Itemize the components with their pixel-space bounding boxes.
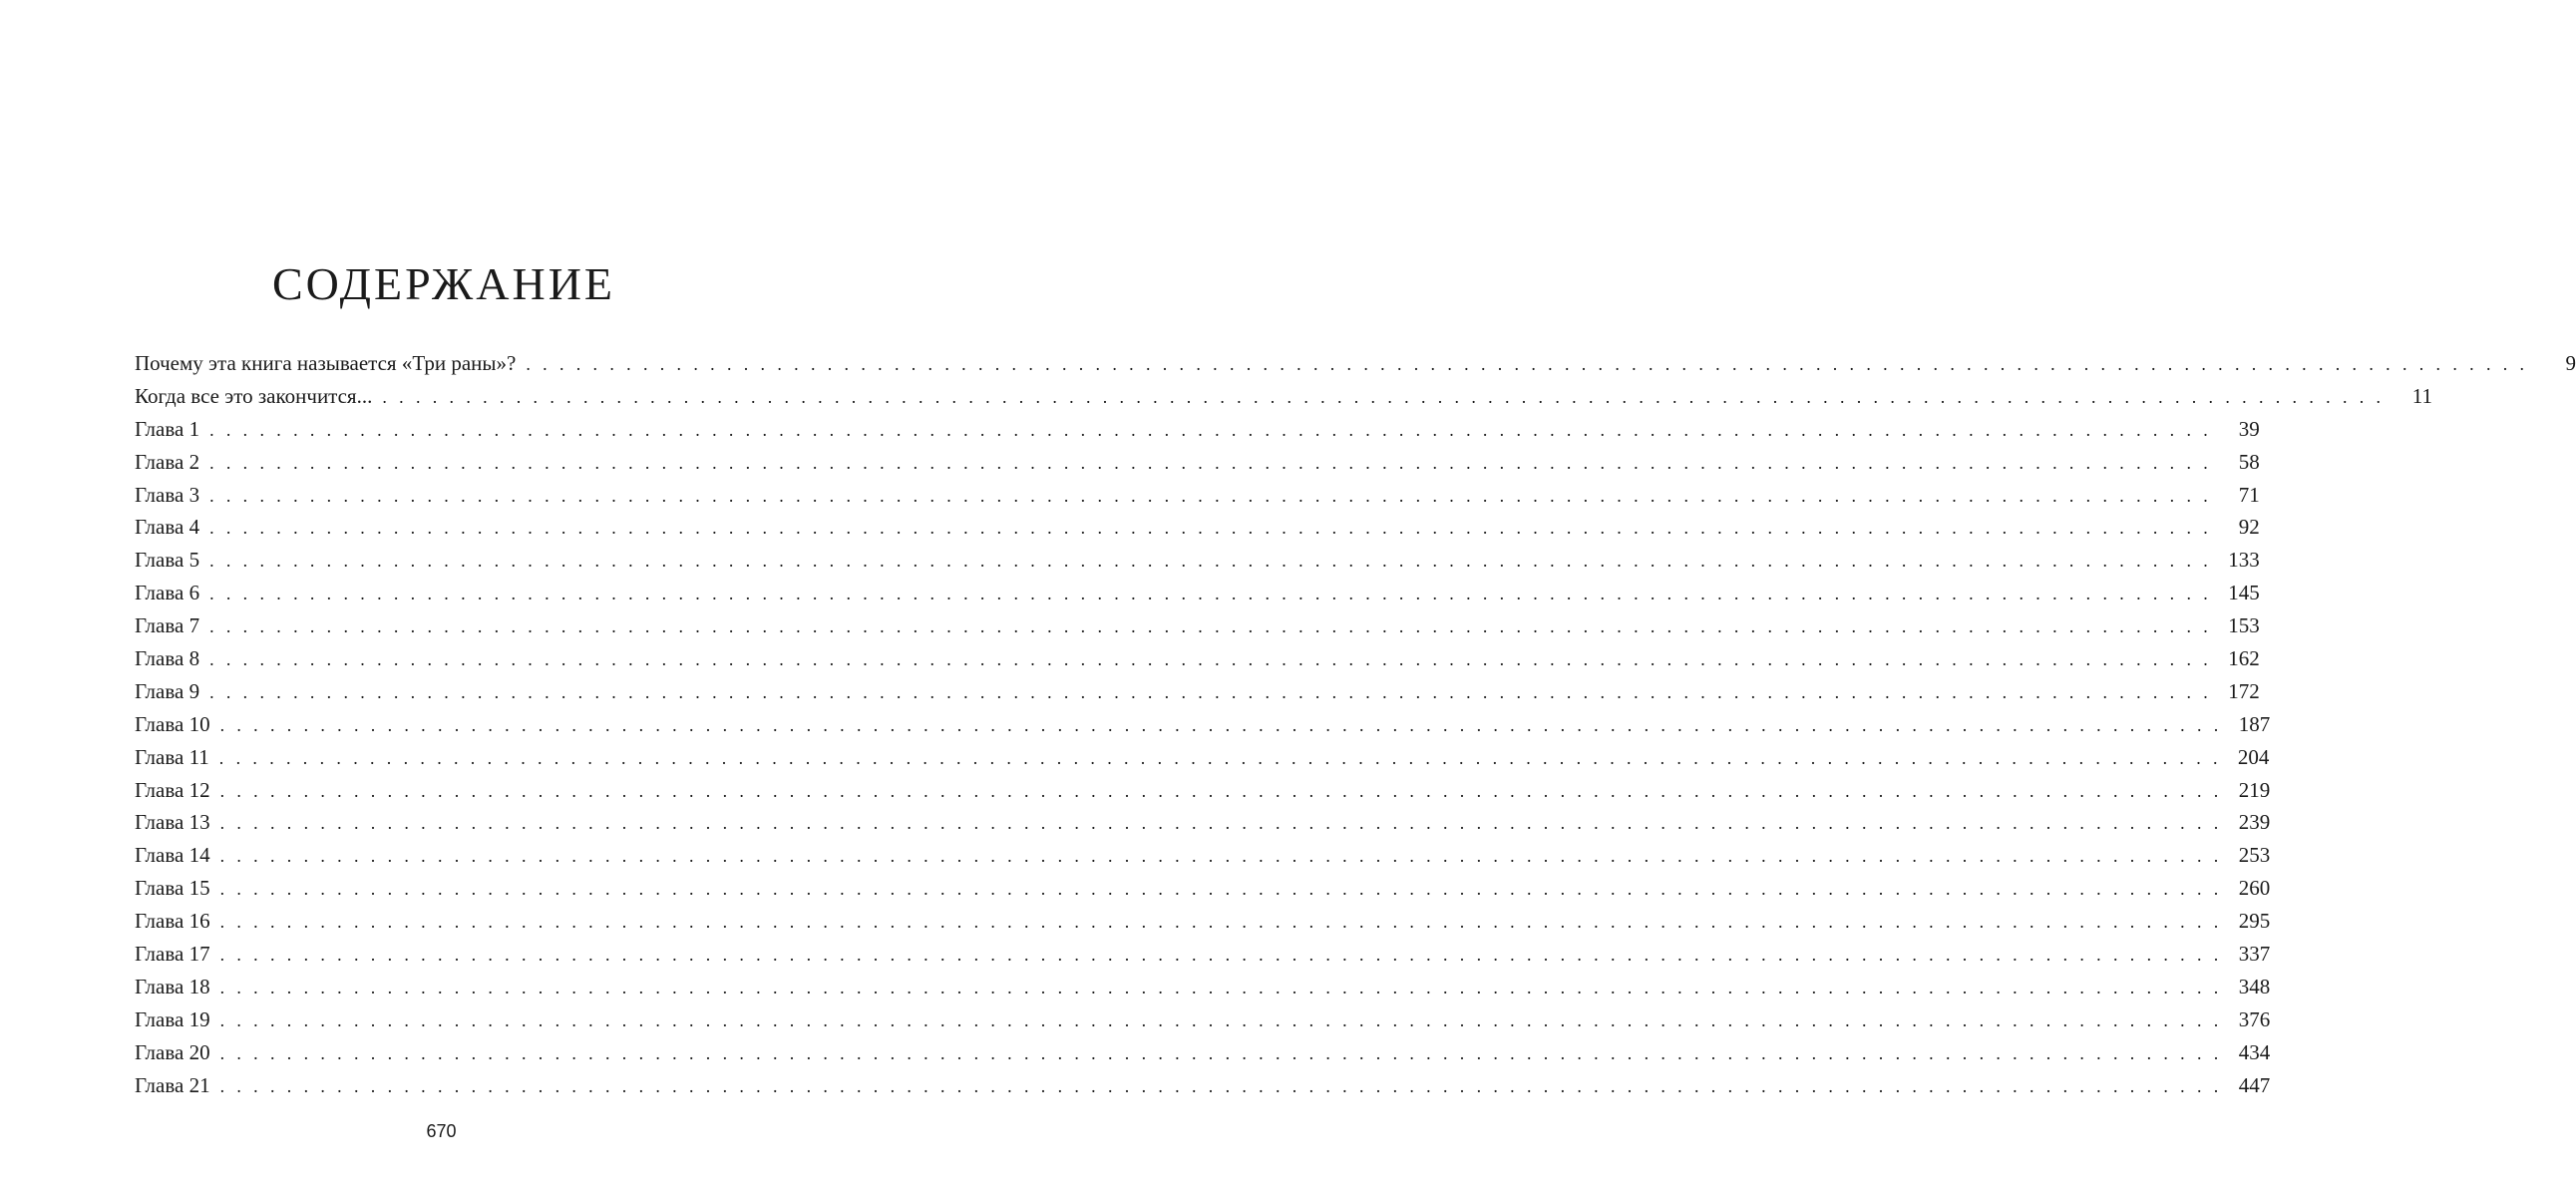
page-title: СОДЕРЖАНИЕ — [271, 258, 616, 309]
toc-dot-leader: . . . . . . . . . . . . . . . . . . . . . . . . . . . . . . . . . . . . . . . . . . . . . . . . . . . . . . . . . . . . . . . . . . . . . . . . . . . . . . . . . . . . . . . . . . . . . . . . . . . . . . . . . . . . . . . . . . . . . . . . — [209, 649, 2212, 670]
toc-entry-title: Глава 2 — [135, 449, 200, 474]
toc-entry-title: Глава 16 — [135, 909, 210, 934]
table-of-contents — [135, 351, 2576, 1105]
toc-entry — [135, 581, 2260, 613]
toc-entry-title: Глава 15 — [135, 876, 210, 901]
toc-entry-page: 11 — [2411, 383, 2432, 408]
toc-entry-title: Глава 8 — [135, 646, 200, 671]
toc-entry-page: 58 — [2238, 449, 2260, 474]
toc-entry-page: 239 — [2238, 810, 2271, 835]
toc-entry-page: 162 — [2228, 646, 2260, 671]
toc-entry-page: 337 — [2238, 942, 2271, 967]
toc-entry — [135, 1006, 2271, 1040]
toc-entry-title: Глава 7 — [135, 613, 200, 638]
toc-dot-leader: . . . . . . . . . . . . . . . . . . . . . . . . . . . . . . . . . . . . . . . . . . . . . . . . . . . . . . . . . . . . . . . . . . . . . . . . . . . . . . . . . . . . . . . . . . . . . . . . . . . . . . . . . . . . . . . . . . . . . . . . — [219, 714, 2223, 735]
toc-dot-leader: . . . . . . . . . . . . . . . . . . . . . . . . . . . . . . . . . . . . . . . . . . . . . . . . . . . . . . . . . . . . . . . . . . . . . . . . . . . . . . . . . . . . . . . . . . . . . . . . . . . . . . . . . . . . . . . . . . . . . . . . — [219, 879, 2223, 900]
toc-dot-leader: . . . . . . . . . . . . . . . . . . . . . . . . . . . . . . . . . . . . . . . . . . . . . . . . . . . . . . . . . . . . . . . . . . . . . . . . . . . . . . . . . . . . . . . . . . . . . . . . . . . . . . . . . . . . . . . . . . . . . . . . — [219, 813, 2223, 834]
toc-dot-leader: . . . . . . . . . . . . . . . . . . . . . . . . . . . . . . . . . . . . . . . . . . . . . . . . . . . . . . . . . . . . . . . . . . . . . . . . . . . . . . . . . . . . . . . . . . . . . . . . . . . . . . . . . . . . . . . . . . . . . . . . — [219, 1042, 2223, 1063]
toc-entry-title: Глава 12 — [135, 777, 210, 802]
toc-dot-leader: . . . . . . . . . . . . . . . . . . . . . . . . . . . . . . . . . . . . . . . . . . . . . . . . . . . . . . . . . . . . . . . . . . . . . . . . . . . . . . . . . . . . . . . . . . . . . . . . . . . . . . . . . . . . . . . . . . . . . . . . — [526, 354, 2528, 374]
toc-dot-leader: . . . . . . . . . . . . . . . . . . . . . . . . . . . . . . . . . . . . . . . . . . . . . . . . . . . . . . . . . . . . . . . . . . . . . . . . . . . . . . . . . . . . . . . . . . . . . . . . . . . . . . . . . . . . . . . . . . . . . . . . — [209, 551, 2212, 572]
toc-entry-page: 447 — [2238, 1072, 2271, 1097]
toc-dot-leader: . . . . . . . . . . . . . . . . . . . . . . . . . . . . . . . . . . . . . . . . . . . . . . . . . . . . . . . . . . . . . . . . . . . . . . . . . . . . . . . . . . . . . . . . . . . . . . . . . . . . . . . . . . . . . . . . . . . . . . . . — [219, 780, 2223, 801]
toc-entry-page: 39 — [2238, 416, 2260, 441]
toc-entry-page: 133 — [2228, 548, 2260, 573]
toc-entry — [135, 744, 2270, 778]
toc-entry-page: 204 — [2237, 744, 2270, 769]
toc-entry-page: 9 — [2565, 351, 2576, 375]
toc-entry — [135, 1072, 2271, 1106]
toc-dot-leader: . . . . . . . . . . . . . . . . . . . . . . . . . . . . . . . . . . . . . . . . . . . . . . . . . . . . . . . . . . . . . . . . . . . . . . . . . . . . . . . . . . . . . . . . . . . . . . . . . . . . . . . . . . . . . . . . . . . . . . . . — [209, 452, 2212, 473]
toc-entry — [135, 515, 2260, 548]
toc-dot-leader: . . . . . . . . . . . . . . . . . . . . . . . . . . . . . . . . . . . . . . . . . . . . . . . . . . . . . . . . . . . . . . . . . . . . . . . . . . . . . . . . . . . . . . . . . . . . . . . . . . . . . . . . . . . . . . . . . . . . . . . . — [219, 945, 2223, 966]
toc-entry — [135, 416, 2260, 450]
toc-entry — [135, 449, 2260, 483]
toc-entry-page: 153 — [2228, 613, 2260, 638]
toc-entry-page: 71 — [2238, 482, 2260, 507]
toc-dot-leader: . . . . . . . . . . . . . . . . . . . . . . . . . . . . . . . . . . . . . . . . . . . . . . . . . . . . . . . . . . . . . . . . . . . . . . . . . . . . . . . . . . . . . . . . . . . . . . . . . . . . . . . . . . . . . . . . . . . . . . . . — [209, 681, 2212, 702]
toc-entry — [135, 909, 2271, 942]
toc-entry-title: Глава 9 — [135, 678, 200, 703]
toc-entry — [135, 876, 2271, 909]
toc-entry-title: Глава 1 — [135, 416, 200, 441]
toc-entry-page: 92 — [2238, 515, 2260, 540]
toc-dot-leader: . . . . . . . . . . . . . . . . . . . . . . . . . . . . . . . . . . . . . . . . . . . . . . . . . . . . . . . . . . . . . . . . . . . . . . . . . . . . . . . . . . . . . . . . . . . . . . . . . . . . . . . . . . . . . . . . . . . . . . . . — [382, 386, 2385, 407]
toc-entry-title: Глава 11 — [135, 744, 209, 769]
toc-dot-leader: . . . . . . . . . . . . . . . . . . . . . . . . . . . . . . . . . . . . . . . . . . . . . . . . . . . . . . . . . . . . . . . . . . . . . . . . . . . . . . . . . . . . . . . . . . . . . . . . . . . . . . . . . . . . . . . . . . . . . . . . — [209, 584, 2212, 604]
toc-entry-title: Глава 19 — [135, 1006, 210, 1031]
toc-entry-title: Глава 3 — [135, 482, 200, 507]
toc-dot-leader: . . . . . . . . . . . . . . . . . . . . . . . . . . . . . . . . . . . . . . . . . . . . . . . . . . . . . . . . . . . . . . . . . . . . . . . . . . . . . . . . . . . . . . . . . . . . . . . . . . . . . . . . . . . . . . . . . . . . . . . . — [219, 977, 2223, 998]
toc-entry — [135, 646, 2260, 679]
toc-entry-page: 219 — [2238, 777, 2271, 802]
toc-entry — [135, 351, 2576, 384]
toc-entry-page: 187 — [2238, 711, 2271, 736]
toc-entry-title: Глава 6 — [135, 581, 200, 605]
toc-entry-page: 295 — [2238, 909, 2271, 934]
toc-entry-title: Глава 14 — [135, 843, 210, 868]
toc-dot-leader: . . . . . . . . . . . . . . . . . . . . . . . . . . . . . . . . . . . . . . . . . . . . . . . . . . . . . . . . . . . . . . . . . . . . . . . . . . . . . . . . . . . . . . . . . . . . . . . . . . . . . . . . . . . . . . . . . . . . . . . . — [209, 419, 2212, 440]
toc-dot-leader: . . . . . . . . . . . . . . . . . . . . . . . . . . . . . . . . . . . . . . . . . . . . . . . . . . . . . . . . . . . . . . . . . . . . . . . . . . . . . . . . . . . . . . . . . . . . . . . . . . . . . . . . . . . . . . . . . . . . . . . . — [209, 518, 2212, 539]
toc-entry-title: Глава 21 — [135, 1072, 210, 1097]
toc-entry-title: Глава 4 — [135, 515, 200, 540]
toc-entry-title: Глава 17 — [135, 942, 210, 967]
page-number: 670 — [426, 1121, 457, 1141]
toc-entry — [135, 482, 2260, 516]
toc-entry — [135, 843, 2271, 876]
toc-entry-title: Глава 18 — [135, 974, 210, 998]
toc-entry-title: Глава 10 — [135, 711, 210, 736]
toc-entry — [135, 1039, 2271, 1073]
toc-entry — [135, 974, 2271, 1007]
toc-entry-title: Почему эта книга называется «Три раны»? — [135, 351, 517, 375]
toc-entry-page: 376 — [2238, 1006, 2271, 1031]
toc-entry-page: 253 — [2238, 843, 2271, 868]
toc-entry — [135, 777, 2271, 811]
toc-entry — [135, 383, 2432, 417]
toc-dot-leader: . . . . . . . . . . . . . . . . . . . . . . . . . . . . . . . . . . . . . . . . . . . . . . . . . . . . . . . . . . . . . . . . . . . . . . . . . . . . . . . . . . . . . . . . . . . . . . . . . . . . . . . . . . . . . . . . . . . . . . . . — [219, 912, 2223, 933]
toc-entry-page: 172 — [2228, 678, 2260, 703]
toc-entry — [135, 678, 2260, 712]
toc-entry-page: 434 — [2238, 1039, 2271, 1064]
toc-entry-title: Глава 13 — [135, 810, 210, 835]
toc-entry-page: 348 — [2238, 974, 2271, 998]
toc-entry — [135, 711, 2271, 745]
toc-dot-leader: . . . . . . . . . . . . . . . . . . . . . . . . . . . . . . . . . . . . . . . . . . . . . . . . . . . . . . . . . . . . . . . . . . . . . . . . . . . . . . . . . . . . . . . . . . . . . . . . . . . . . . . . . . . . . . . . . . . . . . . . — [219, 1009, 2223, 1030]
toc-entry-title: Глава 20 — [135, 1039, 210, 1064]
toc-dot-leader: . . . . . . . . . . . . . . . . . . . . . . . . . . . . . . . . . . . . . . . . . . . . . . . . . . . . . . . . . . . . . . . . . . . . . . . . . . . . . . . . . . . . . . . . . . . . . . . . . . . . . . . . . . . . . . . . . . . . . . . . — [209, 485, 2212, 506]
toc-dot-leader: . . . . . . . . . . . . . . . . . . . . . . . . . . . . . . . . . . . . . . . . . . . . . . . . . . . . . . . . . . . . . . . . . . . . . . . . . . . . . . . . . . . . . . . . . . . . . . . . . . . . . . . . . . . . . . . . . . . . . . . . — [219, 846, 2223, 867]
toc-dot-leader: . . . . . . . . . . . . . . . . . . . . . . . . . . . . . . . . . . . . . . . . . . . . . . . . . . . . . . . . . . . . . . . . . . . . . . . . . . . . . . . . . . . . . . . . . . . . . . . . . . . . . . . . . . . . . . . . . . . . . . . . — [218, 747, 2222, 768]
toc-entry-title: Глава 5 — [135, 548, 200, 573]
toc-dot-leader: . . . . . . . . . . . . . . . . . . . . . . . . . . . . . . . . . . . . . . . . . . . . . . . . . . . . . . . . . . . . . . . . . . . . . . . . . . . . . . . . . . . . . . . . . . . . . . . . . . . . . . . . . . . . . . . . . . . . . . . . — [219, 1075, 2223, 1096]
toc-entry-page: 260 — [2238, 876, 2271, 901]
toc-entry — [135, 613, 2260, 646]
toc-dot-leader: . . . . . . . . . . . . . . . . . . . . . . . . . . . . . . . . . . . . . . . . . . . . . . . . . . . . . . . . . . . . . . . . . . . . . . . . . . . . . . . . . . . . . . . . . . . . . . . . . . . . . . . . . . . . . . . . . . . . . . . . — [209, 616, 2212, 637]
toc-entry-page: 145 — [2228, 581, 2260, 605]
toc-entry — [135, 942, 2271, 975]
toc-entry — [135, 548, 2260, 581]
toc-entry-title: Когда все это закончится... — [135, 383, 373, 408]
toc-entry — [135, 810, 2271, 843]
